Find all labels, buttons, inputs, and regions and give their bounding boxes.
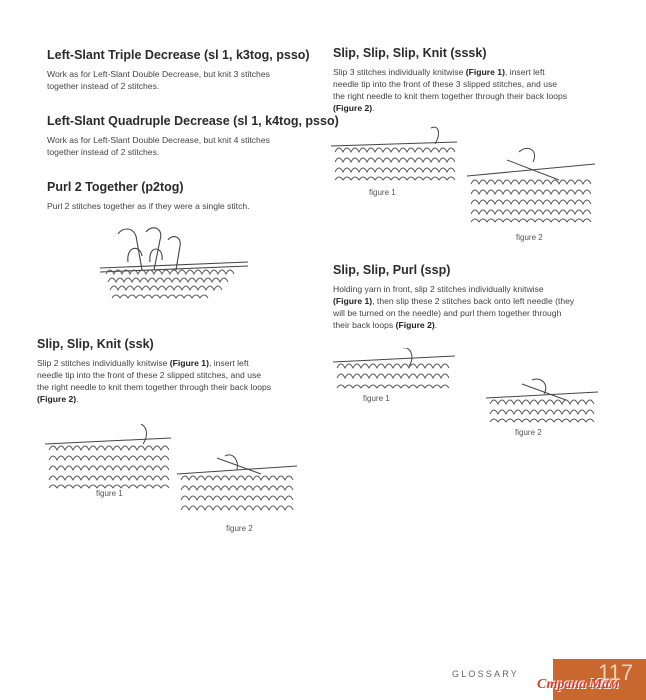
figure-caption: figure 2 — [516, 233, 543, 242]
text-span: . — [434, 320, 438, 330]
sssk-figure2-illustration — [467, 144, 599, 230]
section-heading: Slip, Slip, Knit (ssk) — [37, 337, 154, 351]
section-text — [333, 66, 623, 114]
text-line: Purl 2 stitches together as if they were a single stitch. — [47, 201, 250, 211]
section-sssk — [333, 46, 623, 114]
text-span: Slip 3 stitches individually knitwise — [333, 67, 466, 77]
figure-ref: (Figure 1) — [333, 296, 373, 306]
section-ssp — [333, 263, 633, 331]
text-span: their back loops — [333, 320, 396, 330]
section-text — [47, 134, 322, 158]
text-span: , insert left — [208, 358, 249, 368]
section-text — [333, 283, 633, 331]
section-heading: Slip, Slip, Purl (ssp) — [333, 263, 451, 277]
text-line: needle tip into the front of these 3 slipped stitches, and use — [333, 79, 558, 89]
figure-ref: (Figure 1) — [465, 67, 505, 77]
text-span: , insert left — [504, 67, 545, 77]
text-span: . — [76, 394, 79, 404]
text-span: Slip 2 stitches individually knitwise — [37, 358, 170, 368]
figure-caption: figure 1 — [96, 489, 123, 498]
p2tog-illustration — [98, 226, 258, 306]
section-text — [47, 200, 317, 212]
figure-caption: figure 1 — [369, 188, 396, 197]
section-left-slant-quadruple — [47, 114, 339, 158]
sssk-figure1-illustration — [331, 126, 459, 190]
footer-label: GLOSSARY — [452, 669, 519, 679]
figure-caption: figure 2 — [515, 428, 542, 437]
ssk-figure2-illustration — [177, 452, 301, 520]
text-line: needle tip into the front of these 2 slipped stitches, and use — [37, 370, 262, 380]
figure-ref: (Figure 2) — [37, 394, 77, 404]
text-line: the right needle to knit them together through their back loops — [333, 91, 568, 101]
section-heading: Purl 2 Together (p2tog) — [47, 180, 184, 194]
section-left-slant-triple — [47, 48, 317, 92]
ssp-figure2-illustration — [486, 378, 600, 426]
page-number: 117 — [598, 660, 634, 685]
text-line: Holding yarn in front, slip 2 stitches individually knitwise — [333, 284, 544, 294]
figure-ref: (Figure 2) — [395, 320, 435, 330]
figure-ref: (Figure 2) — [333, 103, 373, 113]
section-heading: Slip, Slip, Slip, Knit (sssk) — [333, 46, 487, 60]
ssk-figure1-illustration — [45, 424, 173, 494]
text-line: together instead of 2 stitches. — [47, 147, 160, 157]
text-line: will be turned on the needle) and purl them together through — [333, 308, 562, 318]
section-ssk — [37, 337, 327, 405]
text-line: Work as for Left-Slant Double Decrease, but knit 3 stitches — [47, 69, 270, 79]
section-text — [47, 68, 317, 92]
text-span: . — [372, 103, 375, 113]
text-line: the right needle to knit them together through their back loops — [37, 382, 272, 392]
section-heading: Left-Slant Quadruple Decrease (sl 1, k4tog, psso) — [47, 114, 339, 128]
section-heading: Left-Slant Triple Decrease (sl 1, k3tog, psso) — [47, 48, 310, 62]
text-span: , then slip these 2 stitches back onto left needle (they — [372, 296, 575, 306]
section-text — [37, 357, 327, 405]
figure-caption: figure 1 — [363, 394, 390, 403]
text-line: together instead of 2 stitches. — [47, 81, 160, 91]
ssp-figure1-illustration — [333, 348, 457, 396]
figure-ref: (Figure 1) — [169, 358, 209, 368]
figure-caption: figure 2 — [226, 524, 253, 533]
text-line: Work as for Left-Slant Double Decrease, but knit 4 stitches — [47, 135, 270, 145]
watermark-logo: Страна Мам — [537, 677, 619, 692]
section-p2tog — [47, 180, 317, 212]
